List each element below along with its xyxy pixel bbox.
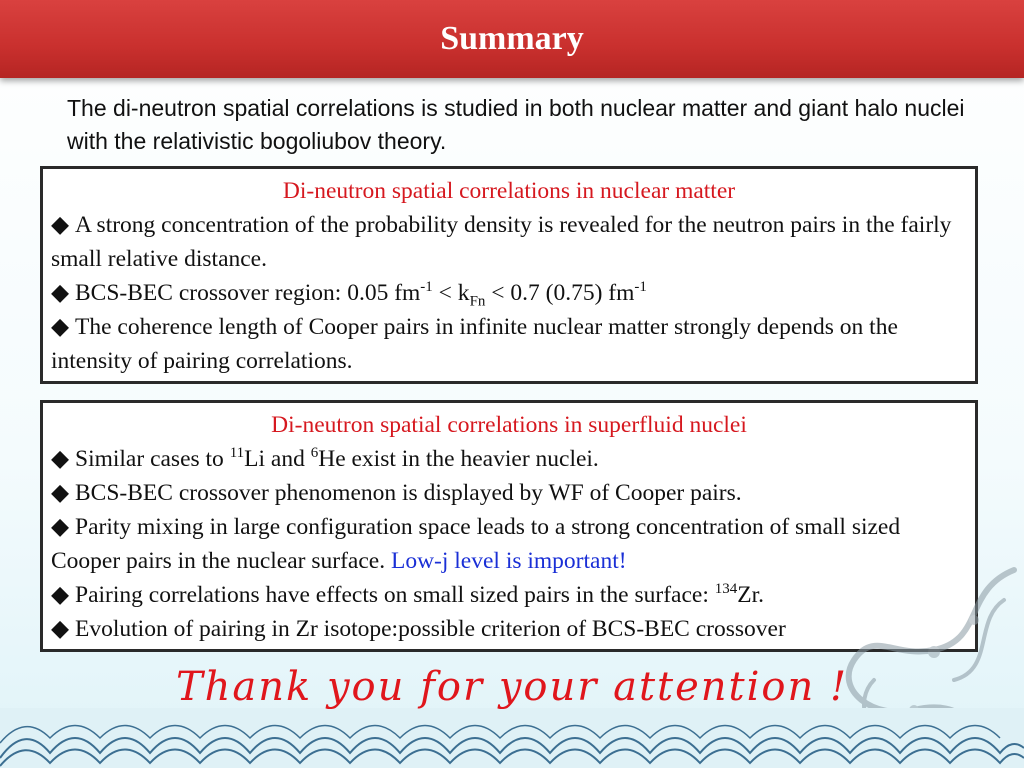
closing-message: Thank you for your attention ! xyxy=(175,664,849,710)
box2-bullet-5: ◆ Evolution of pairing in Zr isotope:possible criterion of BCS-BEC crossover xyxy=(51,612,967,646)
box1-bullet-1: ◆ A strong concentration of the probability density is revealed for the neutron pairs in the fairly small relative distance. xyxy=(51,208,967,276)
intro-text: The di-neutron spatial correlations is studied in both nuclear matter and giant halo nuclei with the relativistic bogoliubov theory. xyxy=(67,95,965,154)
diamond-bullet-icon: ◆ xyxy=(51,582,70,608)
wave-border-decoration xyxy=(0,708,1024,768)
box2-bullet-1: ◆ Similar cases to $^{11}$Li and $^6$He exist in the heavier nuclei. xyxy=(51,442,967,476)
box1-bullet-3: ◆ The coherence length of Cooper pairs in infinite nuclear matter strongly depends on the intensity of pairing correlations. xyxy=(51,310,967,378)
diamond-bullet-icon: ◆ xyxy=(51,616,70,642)
diamond-bullet-icon: ◆ xyxy=(51,446,70,472)
title-bar xyxy=(0,0,1024,78)
box2-title: Di-neutron spatial correlations in superfluid nuclei xyxy=(271,412,747,438)
box1-bullet-2: ◆ BCS-BEC crossover region: 0.05 $fm^{-1} < k_{Fn} < 0.7$ (0.75) $fm^{-1}$ xyxy=(51,276,967,310)
box2-bullet-4: ◆ Pairing correlations have effects on small sized pairs in the surface: $^{134}$Zr. xyxy=(51,578,967,612)
diamond-bullet-icon: ◆ xyxy=(51,280,70,306)
box2-bullet-3: ◆ Parity mixing in large configuration space leads to a strong concentration of small sized Cooper pairs in the nuclear surface. Low-j level is important! xyxy=(51,510,967,578)
box1-title: Di-neutron spatial correlations in nuclear matter xyxy=(282,178,736,204)
diamond-bullet-icon: ◆ xyxy=(51,514,70,540)
diamond-bullet-icon: ◆ xyxy=(51,212,70,238)
diamond-bullet-icon: ◆ xyxy=(51,480,70,506)
diamond-bullet-icon: ◆ xyxy=(51,314,70,340)
slide-title: Summary xyxy=(440,20,584,57)
low-j-highlight: Low-j level is important! xyxy=(390,548,627,574)
nuclear-matter-box xyxy=(40,166,978,384)
box2-bullet-2: ◆ BCS-BEC crossover phenomenon is displayed by WF of Cooper pairs. xyxy=(51,476,967,510)
